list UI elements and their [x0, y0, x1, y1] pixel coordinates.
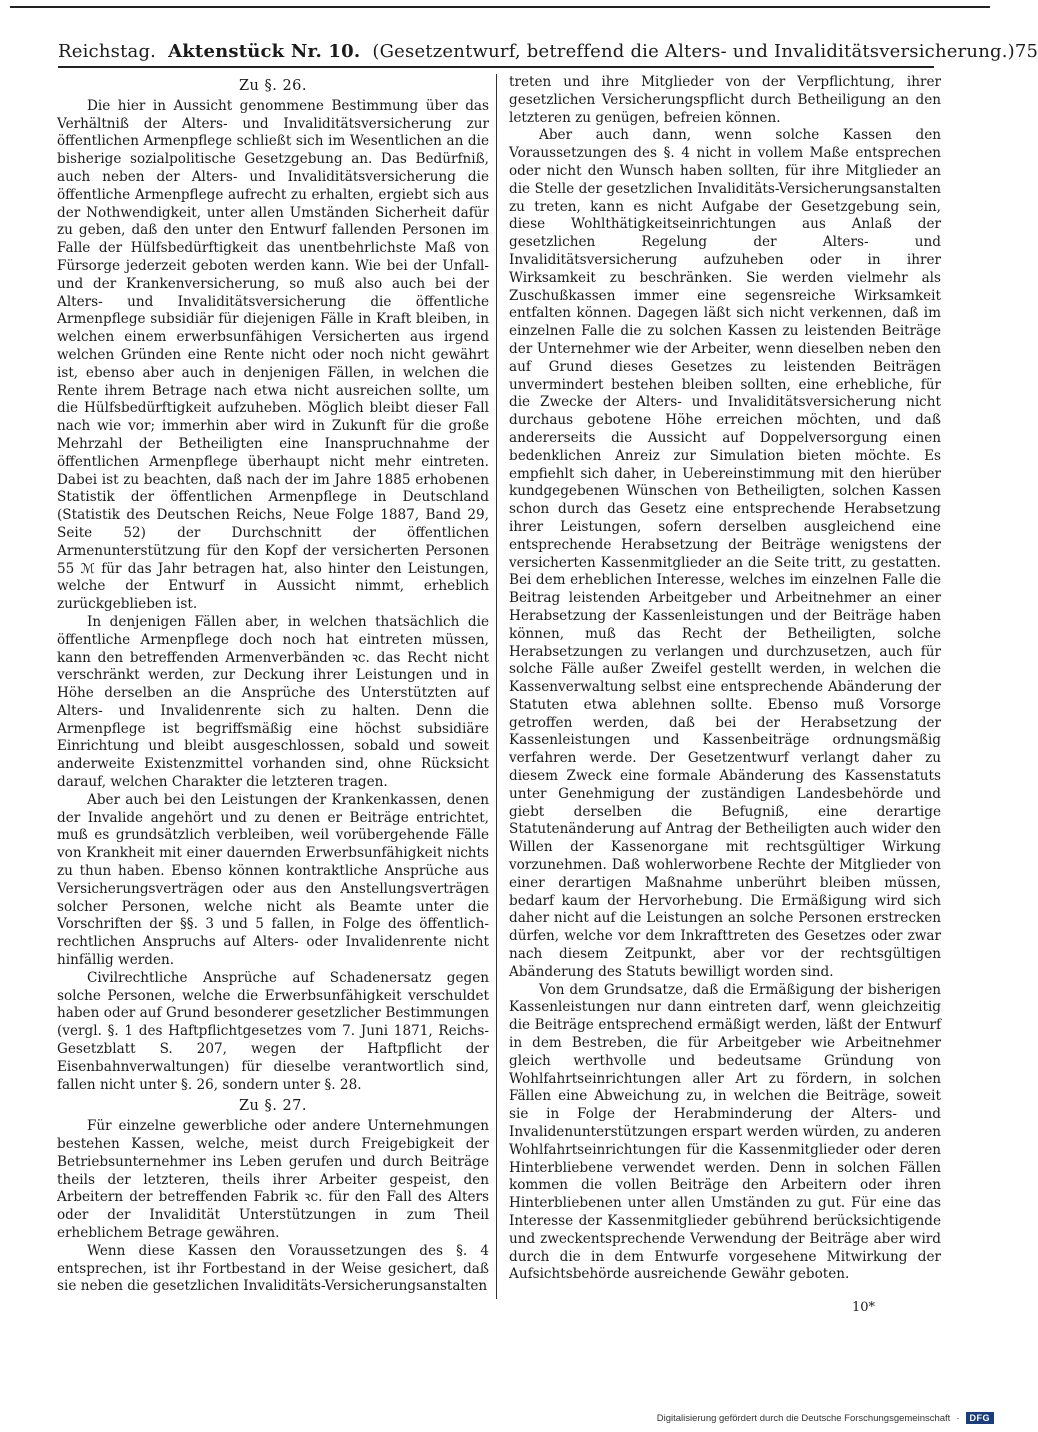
paragraph: treten und ihre Mitglieder von der Verpflichtung, ihrer gesetzlichen Versicherungspflicht durch Betheiligung an den letzteren zu genügen, befreien können.	[509, 74, 941, 126]
page-number: 75	[1014, 41, 1038, 62]
header-rule	[58, 66, 934, 68]
section-title-27: Zu §. 27.	[238, 1098, 308, 1115]
paragraph: Für einzelne gewerbliche oder andere Unternehmungen bestehen Kassen, welche, meist durch Freigebigkeit der Betriebsunternehmer ins Leben gerufen und durch Beiträge theils der letzteren, theils ihrer Arbeiter gespeist, den Arbeitern der betreffenden Fabrik ꝛc. für den Fall des Alters oder der Invalidität Unterstützungen in zum Theil erheblichem Betrage gewähren.	[57, 1118, 489, 1241]
column-divider	[496, 74, 497, 1299]
paragraph: Die hier in Aussicht genommene Bestimmung über das Verhältniß der Alters- und Invaliditätsversicherung zur öffentlichen Armenpflege schließt sich im Wesentlichen an die bisherige sozialpolitische Gesetzgebung an. Das Bedürfniß, auch neben der Alters- und Invaliditätsversicherung die öffentliche Armenpflege aufrecht zu erhalten, ergiebt sich aus der Nothwendigkeit, unter allen Umständen Sicherheit dafür zu geben, daß den unter den Entwurf fallenden Personen im Falle der Hülfsbedürftigkeit das unentbehrlichste Maß von Fürsorge jederzeit geboten werden kann. Wie bei der Unfall- und der Krankenversicherung, so muß also auch bei der Alters- und Invaliditätsversicherung die öffentliche Armenpflege subsidiär für diejenigen Fälle in Kraft bleiben, in welchen einem erwerbsunfähigen Versicherten aus irgend welchen Gründen eine Rente nicht oder noch nicht gewährt ist, ebenso aber auch in denjenigen Fällen, in welchen die Rente ihrem Betrage nach etwa nicht ausreichen sollte, um die Hülfsbedürftigkeit aufzuheben. Möglich bleibt dieser Fall nach wie vor; immerhin aber wird in Zukunft für die große Mehrzahl der Betheiligten eine Inanspruchnahme der öffentlichen Armenpflege überhaupt nicht mehr eintreten. Dabei ist zu beachten, daß nach der im Jahre 1885 erhobenen Statistik der öffentlichen Armenpflege in Deutschland (Statistik des Deutschen Reichs, Neue Folge 1887, Band 29, Seite 52) der Durchschnitt der öffentlichen Armenunterstützung für den Kopf der versicherten Personen 55 ℳ für das Jahr betragen hat, also hinter den Leistungen, welche der Entwurf in Aussicht nimmt, erheblich zurückgeblieben ist.	[57, 97, 489, 613]
header-publication: Reichstag.	[58, 41, 157, 62]
footer	[657, 1412, 994, 1424]
paragraph: Wenn diese Kassen den Voraussetzungen des §. 4 entsprechen, ist ihr Fortbestand in der Weise gesichert, daß sie neben die gesetzlichen Invaliditäts-Versicherungsanstalten	[57, 1242, 489, 1295]
dfg-logo-icon: DFG	[966, 1412, 995, 1424]
header-subject: (Gesetzentwurf, betreffend die Alters- und Invaliditätsversicherung.)	[372, 41, 1015, 62]
footer-text: Digitalisierung gefördert durch die Deutsche Forschungsgemeinschaft	[656, 1412, 951, 1424]
top-rule	[10, 6, 990, 8]
footer-separator: ·	[956, 1412, 960, 1424]
signature-mark: 10*	[852, 1300, 876, 1315]
right-column	[509, 74, 941, 1284]
paragraph: Aber auch dann, wenn solche Kassen den Voraussetzungen des §. 4 nicht in vollem Maße entsprechen oder nicht den Wunsch haben sollten, für ihre Mitglieder an die Stelle der gesetzlichen Invaliditäts-Versicherungsanstalten zu treten, kann es nicht Aufgabe der Gesetzgebung sein, diese Wohlthätigkeitseinrichtungen aus Anlaß der gesetzlichen Regelung der Alters- und Invaliditätsversicherung aufzuheben oder in ihrer Wirksamkeit zu beschränken. Sie werden vielmehr als Zuschußkassen immer eine segensreiche Wirksamkeit entfalten können. Dagegen läßt sich nicht verkennen, daß im einzelnen Falle die zu solchen Kassen zu leistenden Beiträge der Unternehmer wie der Arbeiter, wenn dieselben neben den auf Grund dieses Gesetzes zu leistenden Beiträgen unvermindert bestehen bleiben sollten, eine erhebliche, für die Zwecke der Alters- und Invaliditätsversicherung nicht durchaus gebotene Höhe erreichen möchten, und daß andererseits die Aussicht auf Doppelversorgung einen bedenklichen Anreiz zur Simulation bieten möchte. Es empfiehlt sich daher, in Uebereinstimmung mit den hierüber kundgegebenen Wünschen von Betheiligten, solchen Kassen schon durch das Gesetz eine entsprechende Herabsetzung ihrer Leistungen, sofern derselben ausgleichend eine entsprechende Herabsetzung der Beiträge wenigstens der versicherten Kassenmitglieder an die Seite tritt, zu gestatten. Bei dem erheblichen Interesse, welches im einzelnen Falle die Beitrag leistenden Arbeitgeber und Arbeitnehmer an einer Herabsetzung der Kassenleistungen und der Beiträge haben können, muß das Recht der Betheiligten, solche Herabsetzungen zu verlangen und durchzusetzen, auch für solche Fälle außer Zweifel gestellt werden, in welchen die Kassenverwaltung selbst eine entsprechende Abänderung der Statuten etwa ablehnen sollte. Ebenso muß Vorsorge getroffen werden, daß bei der Herabsetzung der Kassenleistungen und Kassenbeiträge ordnungsmäßig verfahren werde. Der Gesetzentwurf verlangt daher zu diesem Zweck eine formale Abänderung des Kassenstatuts unter Genehmigung der zuständigen Landesbehörde und giebt derselben die Befugniß, eine derartige Statutenänderung auf Antrag der Betheiligten auch wider den Willen der Kassenorgane mit rechtsgültiger Wirkung vorzunehmen. Daß wohlerworbene Rechte der Mitglieder von einer derartigen Maßnahme unberührt bleiben müssen, bedarf kaum der Hervorhebung. Die Ermäßigung wird sich daher nicht auf die Leistungen an solche Personen erstrecken dürfen, welche vor dem Inkrafttreten des Gesetzes oder zwar nach diesem Zeitpunkt, aber vor der rechtsgültigen Abänderung des Statuts bewilligt worden sind.	[509, 127, 941, 980]
header-left	[58, 41, 1015, 62]
page-header	[58, 28, 1038, 62]
paragraph: Aber auch bei den Leistungen der Krankenkassen, denen der Invalide angehört und zu denen er Beiträge entrichtet, muß es grundsätzlich verbleiben, weil vorübergehende Fälle von Krankheit mit einer dauernden Erwerbsunfähigkeit nichts zu thun haben. Ebenso können kontraktliche Ansprüche aus Versicherungsverträgen oder aus den Anstellungsverträgen solcher Personen, welche nicht als Beamte unter die Vorschriften der §§. 3 und 5 fallen, in Folge des öffentlich-rechtlichen Anspruchs auf Alters- oder Invalidenrente nicht hinfällig werden.	[57, 791, 489, 969]
paragraph: Von dem Grundsatze, daß die Ermäßigung der bisherigen Kassenleistungen nur dann eintreten darf, wenn gleichzeitig die Beiträge entsprechend ermäßigt werden, läßt der Entwurf in dem Bestreben, die für Arbeitgeber wie Arbeitnehmer gleich werthvolle und bedeutsame Gründung von Wohlfahrtseinrichtungen aller Art zu fördern, in solchen Fällen eine Abweichung zu, in welchen die Beiträge, soweit sie in Folge der Herabminderung der Alters- und Invalidenunterstützungen erspart werden würden, zu anderen Wohlfahrtseinrichtungen für die Kassenmitglieder oder deren Hinterbliebene verwendet werden. Denn in solchen Fällen kommen die vollen Beiträge den Arbeitern oder ihren Hinterbliebenen unter allen Umständen zu gut. Für eine das Interesse der Kassenmitglieder gebührend berücksichtigende und zweckentsprechende Verwendung der Beiträge aber wird durch die in dem Entwurfe vorgesehene Mitwirkung der Aufsichtsbehörde ausreichende Gewähr geboten.	[509, 981, 941, 1283]
section-title-26: Zu §. 26.	[238, 78, 308, 94]
paragraph: In denjenigen Fällen aber, in welchen thatsächlich die öffentliche Armenpflege doch noch hat eintreten müssen, kann den betreffenden Armenverbänden ꝛc. das Recht nicht verschränkt werden, zur Deckung ihrer Leistungen und in Höhe derselben an die Ansprüche des Unterstützten auf Alters- und Invalidenrente sich zu halten. Denn die Armenpflege ist begriffsmäßig eine höchst subsidiäre Einrichtung und bleibt ausgeschlossen, sobald und soweit anderweite Existenzmittel vorhanden sind, ohne Rücksicht darauf, welchen Charakter die letzteren tragen.	[57, 613, 489, 791]
header-document-number: Aktenstück Nr. 10.	[168, 41, 361, 62]
paragraph: Civilrechtliche Ansprüche auf Schadenersatz gegen solche Personen, welche die Erwerbsunfähigkeit verschuldet haben oder auf Grund besonderer gesetzlicher Bestimmungen (vergl. §. 1 des Haftpflichtgesetzes vom 7. Juni 1871, Reichs-Gesetzblatt S. 207, wegen der Haftpflicht der Eisenbahnverwaltungen) für dieselbe verantwortlich sind, fallen nicht unter §. 26, sondern unter §. 28.	[57, 969, 489, 1093]
left-column	[57, 74, 489, 1296]
